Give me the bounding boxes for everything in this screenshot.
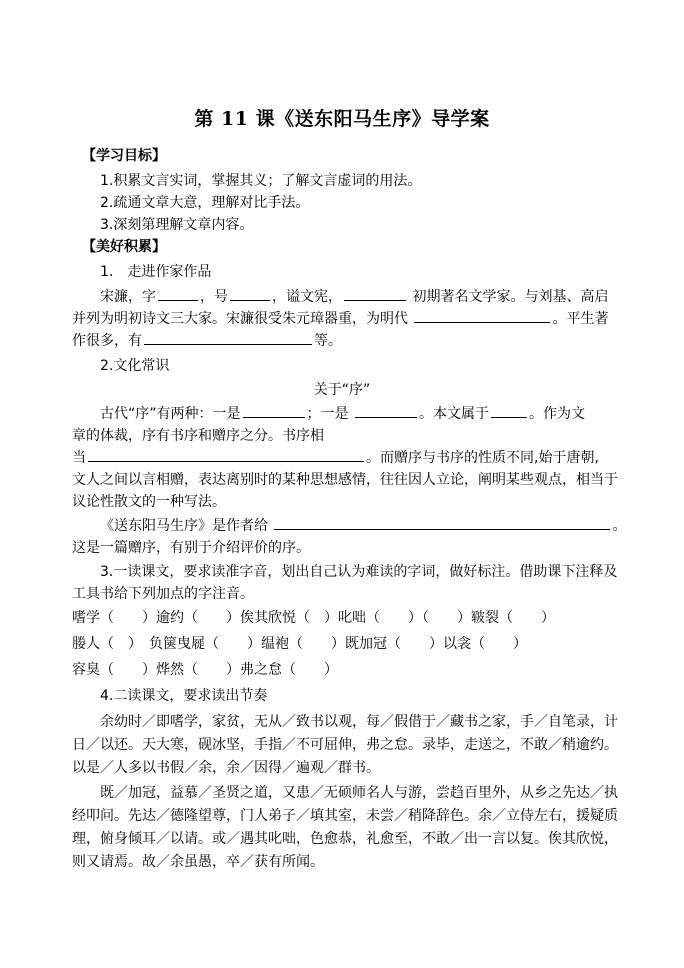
pinyin-row: 嗜学（ ）逾约（ ）俟其欣悦（ ）叱咄（ ）（ ）皲裂（ ） (72, 610, 555, 626)
reading-line: 理，俯身倾耳／以请。或／遇其叱咄，色愈恭，礼愈至，不敢／出一言以复。俟其欣悦， (72, 831, 618, 847)
q2-line: 文人之间以言相赠，表达离别时的某种思想感情，往往因人立论，阐明某些观点，相当于 (72, 472, 618, 488)
q2-subtitle: 关于“序” (313, 382, 371, 398)
q2-line: 这是一篇赠序，有别于介绍评价的序。 (72, 540, 310, 556)
fill-blank-works[interactable] (144, 330, 312, 345)
fill-blank-title[interactable] (414, 308, 550, 323)
fill-blank-belongs-to[interactable] (491, 403, 527, 418)
q2-line: 当 。而赠序与书序的性质不同,始于唐朝, (72, 446, 599, 470)
fill-blank-courtesy-name[interactable] (158, 286, 198, 301)
fill-blank-preface-type-1[interactable] (243, 403, 305, 418)
reading-line: 经叩问。先达／德隆望尊，门人弟子／填其室，未尝／稍降辞色。余／立侍左右，援疑质 (72, 808, 618, 824)
reading-line: 日／以还。天大寒，砚冰坚，手指／不可屈伸，弗之怠。录毕，走送之，不敢／稍逾约。 (72, 737, 618, 753)
pinyin-row: 媵人（ ） 负箧曳屣（ ）缊袍（ ）既加冠（ ）以衾（ ） (72, 636, 527, 652)
reading-line: 则又请焉。故／余虽愚，卒／获有所闻。 (72, 854, 324, 870)
goal-item: 3.深刻第理解文章内容。 (100, 217, 254, 233)
q2-line: 古代“序”有两种：一是 ；一是 。本文属于 。作为文 (100, 402, 585, 426)
section-heading-goals: 【学习目标】 (82, 148, 166, 164)
fill-blank-preface-type-2[interactable] (355, 403, 417, 418)
pinyin-row: 容臭（ ）烨然（ ）弗之怠（ ） (72, 662, 338, 678)
q1-line: 作很多，有 等。 (72, 329, 342, 353)
document-title: 第 11 课《送东阳马生序》导学案 (194, 108, 490, 130)
fill-blank-art-name[interactable] (230, 286, 270, 301)
section-heading-accumulation: 【美好积累】 (82, 239, 166, 255)
fill-blank-book-preface[interactable] (88, 447, 364, 462)
q2-line: 《送东阳马生序》是作者给 。 (100, 514, 626, 538)
q3-line: 工具书给下列加点的字注音。 (72, 586, 254, 602)
q3-line: 3.一读课文，要求读准字音，划出自己认为难读的字词，做好标注。借助课下注释及 (100, 564, 618, 580)
q2-line: 议论性散文的一种写法。 (72, 494, 226, 510)
q2-line: 章的体裁，序有书序和赠序之分。书序相 (72, 428, 324, 444)
q4-title: 4.二读课文，要求读出节奏 (100, 688, 268, 704)
fill-blank-recipient[interactable] (274, 515, 610, 530)
goal-item: 2.疏通文章大意，理解对比手法。 (100, 195, 310, 211)
goal-item: 1.积累文言实词，掌握其义；了解文言虚词的用法。 (100, 173, 422, 189)
q1-line: 宋濂，字 ，号 ，谥文宪， 初期著名文学家。与刘基、高启 (100, 285, 608, 309)
q2-title: 2.文化常识 (100, 358, 170, 374)
reading-line: 既／加冠，益慕／圣贤之道，又患／无硕师名人与游，尝趋百里外，从乡之先达／执 (100, 785, 618, 801)
fill-blank-era[interactable] (344, 286, 406, 301)
reading-line: 余幼时／即嗜学，家贫，无从／致书以观，每／假借于／藏书之家，手／自笔录，计 (100, 714, 618, 730)
q1-title: 1. 走进作家作品 (100, 264, 212, 280)
reading-line: 以是／人多以书假／余，余／因得／遍观／群书。 (72, 760, 380, 776)
q1-line: 并列为明初诗文三大家。宋濂很受朱元璋器重，为明代 。平生著 (72, 307, 608, 331)
